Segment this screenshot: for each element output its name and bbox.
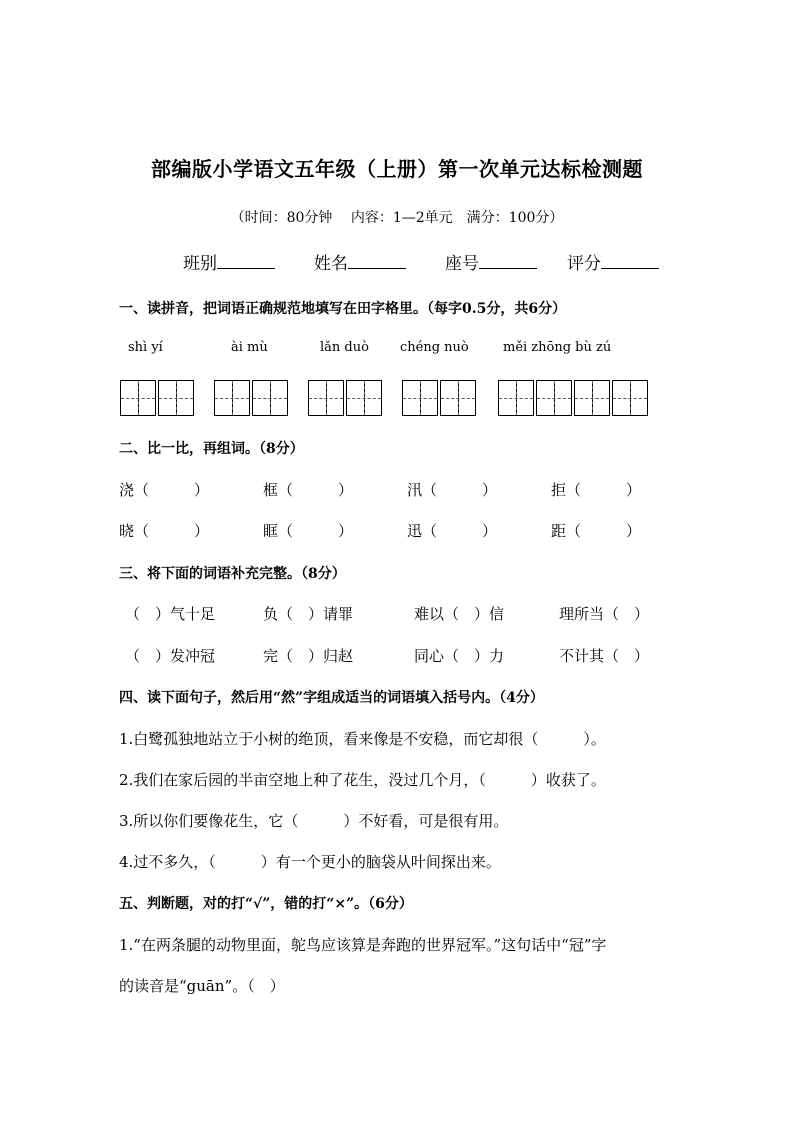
sentence-item[interactable]: 3.所以你们要像花生，它（ ）不好看，可是很有用。 — [119, 812, 509, 830]
tianzige-box[interactable] — [158, 380, 194, 416]
pinyin-5: měi zhōng bù zú — [503, 340, 612, 355]
score-blank[interactable] — [601, 251, 659, 269]
idiom-item[interactable]: 难以（ ）信 — [414, 605, 505, 623]
class-blank[interactable] — [217, 251, 275, 269]
tianzige-box[interactable] — [252, 380, 288, 416]
page-title: 部编版小学语文五年级（上册）第一次单元达标检测题 — [151, 157, 643, 181]
seat-field: 座号 — [445, 249, 537, 274]
section1-heading: 一、读拼音，把词语正确规范地填写在田字格里。（每字0.5分，共6分） — [119, 301, 567, 317]
tianzige-box[interactable] — [120, 380, 156, 416]
score-field: 评分 — [567, 249, 659, 274]
idiom-item[interactable]: 不计其（ ） — [559, 647, 650, 665]
compare-item[interactable]: 浇（ ） — [119, 481, 210, 499]
tianzige-box[interactable] — [612, 380, 648, 416]
pinyin-4: chéng nuò — [400, 340, 469, 355]
judgment-question: 1.“在两条腿的动物里面，鸵鸟应该算是奔跑的世界冠军。”这句话中“冠”字 — [119, 936, 607, 954]
section2-heading: 二、比一比，再组词。（8分） — [119, 441, 304, 457]
compare-item[interactable]: 距（ ） — [551, 522, 642, 540]
idiom-item[interactable]: （ ）发冲冠 — [125, 647, 216, 665]
pinyin-3: lǎn duò — [320, 340, 369, 355]
idiom-item[interactable]: 负（ ）请罪 — [263, 605, 354, 623]
pinyin-2: ài mù — [231, 340, 268, 355]
tianzige-box[interactable] — [308, 380, 344, 416]
tianzige-box[interactable] — [574, 380, 610, 416]
tianzige-group-2 — [214, 380, 290, 416]
class-field: 班别 — [183, 249, 275, 274]
idiom-item[interactable]: 完（ ）归赵 — [263, 647, 354, 665]
tianzige-group-5 — [498, 380, 650, 416]
tianzige-box[interactable] — [440, 380, 476, 416]
tianzige-box[interactable] — [214, 380, 250, 416]
tianzige-group-4 — [402, 380, 478, 416]
compare-item[interactable]: 眶（ ） — [263, 522, 354, 540]
tianzige-box[interactable] — [402, 380, 438, 416]
tianzige-box[interactable] — [536, 380, 572, 416]
idiom-item[interactable]: 理所当（ ） — [559, 605, 650, 623]
sentence-item[interactable]: 1.白鹭孤独地站立于小树的绝顶，看来像是不安稳，而它却很（ ）。 — [119, 730, 606, 748]
name-blank[interactable] — [348, 251, 406, 269]
compare-item[interactable]: 汛（ ） — [407, 481, 498, 499]
section5-heading: 五、判断题，对的打“√”，错的打“×”。（6分） — [119, 896, 413, 912]
tianzige-box[interactable] — [346, 380, 382, 416]
compare-item[interactable]: 拒（ ） — [551, 481, 642, 499]
exam-subtitle: （时间：80分钟 内容：1—2单元 满分：100分） — [230, 210, 564, 226]
compare-item[interactable]: 迅（ ） — [407, 522, 498, 540]
tianzige-group-3 — [308, 380, 384, 416]
compare-item[interactable]: 晓（ ） — [119, 522, 210, 540]
name-field: 姓名 — [314, 249, 406, 274]
section4-heading: 四、读下面句子，然后用“然”字组成适当的词语填入括号内。（4分） — [119, 690, 544, 706]
section3-heading: 三、将下面的词语补充完整。（8分） — [119, 566, 346, 582]
sentence-item[interactable]: 2.我们在家后园的半亩空地上种了花生，没过几个月，（ ）收获了。 — [119, 771, 606, 789]
tianzige-box[interactable] — [498, 380, 534, 416]
compare-item[interactable]: 框（ ） — [263, 481, 354, 499]
sentence-item[interactable]: 4.过不多久，（ ）有一个更小的脑袋从叶间探出来。 — [119, 853, 501, 871]
seat-blank[interactable] — [479, 251, 537, 269]
judgment-question-cont[interactable]: 的读音是“guān”。（ ） — [119, 977, 285, 995]
idiom-item[interactable]: （ ）气十足 — [125, 605, 216, 623]
tianzige-group-1 — [120, 380, 196, 416]
pinyin-1: shì yí — [128, 340, 163, 355]
idiom-item[interactable]: 同心（ ）力 — [414, 647, 505, 665]
